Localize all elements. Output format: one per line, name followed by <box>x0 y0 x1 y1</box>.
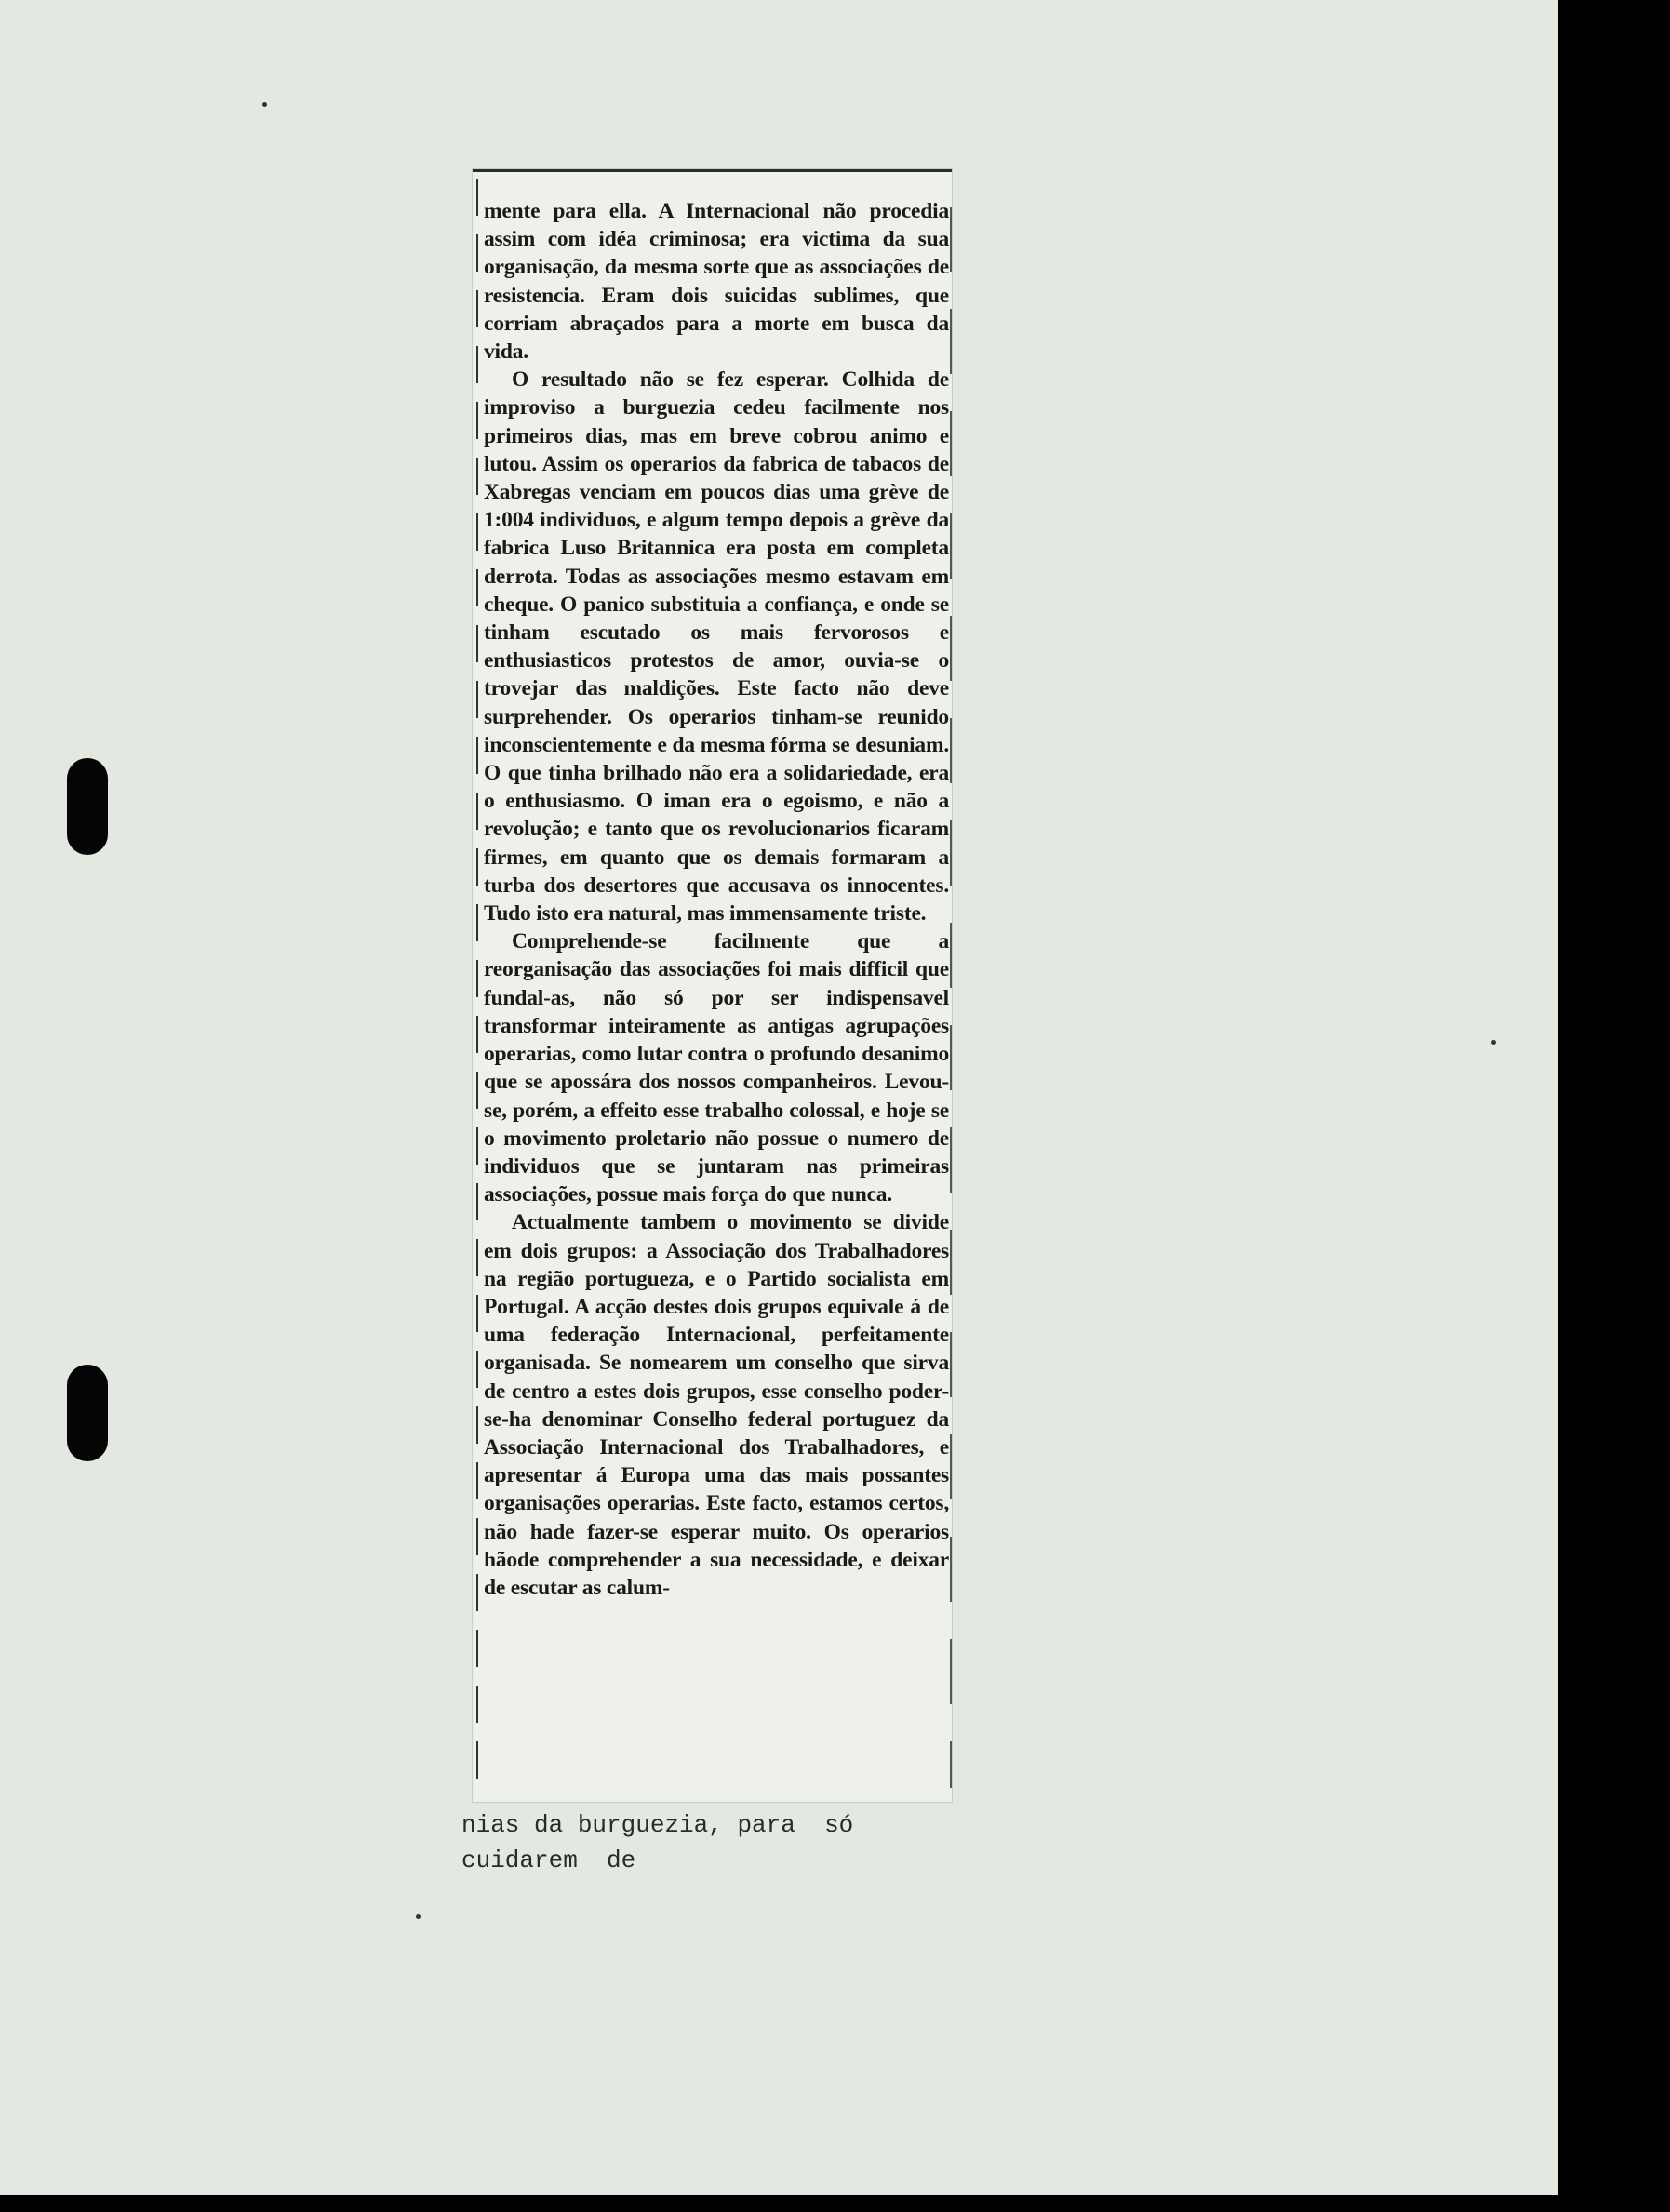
punch-hole-lower <box>67 1365 108 1461</box>
newspaper-clipping <box>473 169 952 1802</box>
clipping-cut-edge <box>950 207 952 1788</box>
clipping-column-rule <box>476 179 478 1788</box>
punch-hole-upper <box>67 758 108 855</box>
article-paragraph: mente para ella. A Internacional não procedia assim com idéa criminosa; era victima da sua organisação, da mesma sorte que as associações de resistencia. Eram dois suicidas sublimes, que corriam abraçados para a morte em busca da vida. <box>484 199 949 365</box>
speck <box>1491 1040 1496 1045</box>
speck <box>416 1914 421 1919</box>
typed-line: nias da burguezia, para só <box>461 1811 854 1839</box>
article-paragraph: Comprehende-se facilmente que a reorganisação das associações foi mais difficil que fundal-as, não só por ser indispensavel transformar inteiramente as antigas agrupações operarias, como lutar contra o profundo desanimo que se apossára dos nossos companheiros. Levou-se, porém, a effeito esse trabalho colossal, e hoje se o movimento proletario não possue o numero de individuos que se juntaram nas primeiras associações, possue mais força do que nunca. <box>484 929 949 1207</box>
typewritten-continuation <box>461 1807 853 1878</box>
clipping-article <box>484 197 949 1602</box>
article-paragraph: Actualmente tambem o movimento se divide em dois grupos: a Associação dos Trabalhadores na região portugueza, e o Partido socialista em Portugal. A acção destes dois grupos equivale á de uma federação Internacional, perfeitamente organisada. Se nomearem um conselho que sirva de centro a estes dois grupos, esse conselho poder-se-ha denominar Conselho federal portuguez da Associação Internacional dos Trabalhadores, e apresentar á Europa uma das mais possantes organisações operarias. Este facto, estamos certos, não hade fazer-se esperar muito. Os operarios hãode comprehender a sua necessidade, e deixar de escutar as calum- <box>484 1210 949 1600</box>
article-paragraph: O resultado não se fez esperar. Colhida de improviso a burguezia cedeu facilmente nos primeiros dias, mas em breve cobrou animo e lutou. Assim os operarios da fabrica de tabacos de Xabregas venciam em poucos dias uma grève de 1:004 individuos, e algum tempo depois a grève da fabrica Luso Britannica era posta em completa derrota. Todas as associações mesmo estavam em cheque. O panico substituia a confiança, e onde se tinham escutado os mais fervorosos e enthusiasticos protestos de amor, ouvia-se o trovejar das maldições. Este facto não deve surprehender. Os operarios tinham-se reunido inconscientemente e da mesma fórma se desuniam. O que tinha brilhado não era a solidariedade, era o enthusiasmo. O iman era o egoismo, e não a revolução; e tanto que os revolucionarios ficaram firmes, em quanto que os demais formaram a turba dos desertores que accusava os innocentes. Tudo isto era natural, mas immensamente triste. <box>484 367 949 926</box>
clipping-top-rule <box>473 169 952 172</box>
typed-line: cuidarem de <box>461 1846 636 1874</box>
speck <box>262 102 267 107</box>
